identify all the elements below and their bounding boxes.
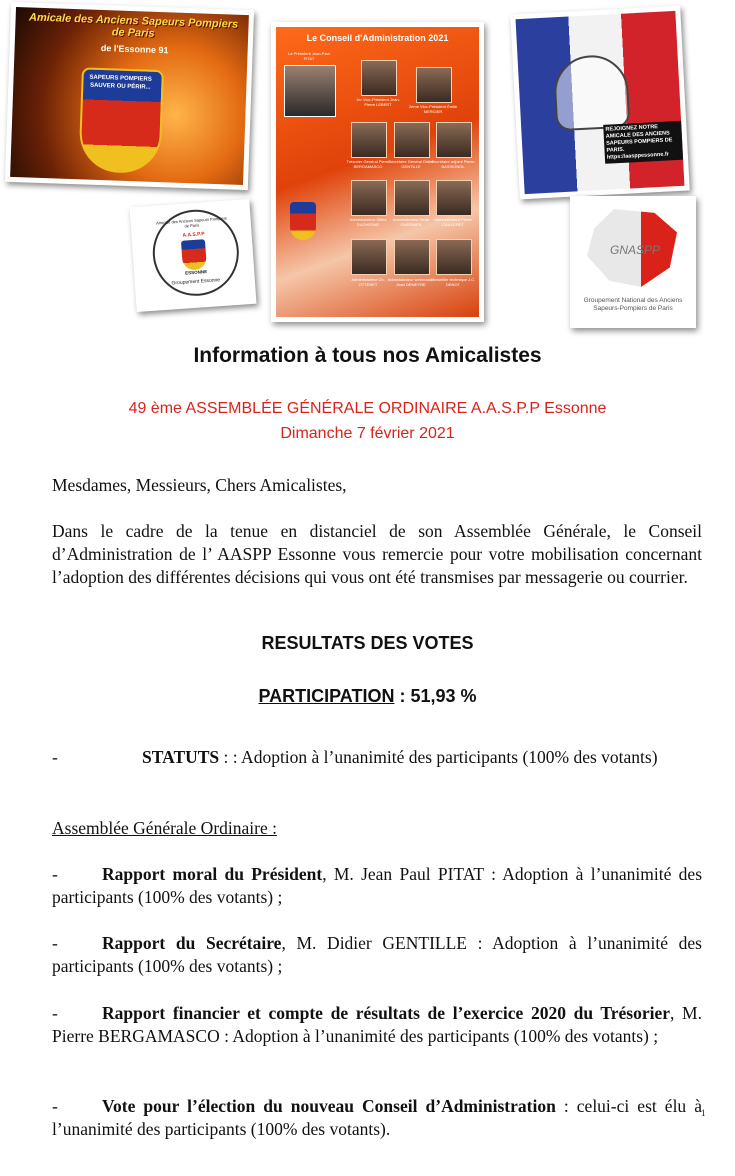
participation-label: PARTICIPATION [258, 686, 395, 706]
item-label: Vote pour l’élection du nouveau Conseil d’Administration [102, 1096, 556, 1116]
results-title: RESULTATS DES VOTES [261, 633, 474, 653]
portrait [394, 239, 430, 275]
assembly-date: Dimanche 7 février 2021 [280, 425, 455, 442]
shield-badge [290, 202, 316, 240]
ago-title: Assemblée Générale Ordinaire : [52, 818, 277, 838]
greeting: Mesdames, Messieurs, Chers Amicalistes, [52, 475, 347, 495]
round-logo-photo [129, 199, 256, 312]
portrait [436, 122, 472, 158]
portrait-caption: Administrateur Ch. OTTENET [351, 277, 385, 287]
list-item [52, 1002, 702, 1048]
assembly-title: 49 ème ASSEMBLÉE GÉNÉRALE ORDINAIRE A.A.S.P.P Essonne [128, 400, 607, 417]
badge-motto: SAPEURS POMPIERS SAUVER OU PÉRIR... [89, 74, 152, 91]
list-dash: - [52, 864, 58, 884]
portrait-caption: Trésorier Général Pierre BERGAMASCO [346, 159, 390, 169]
page-number: 1 [701, 1108, 706, 1118]
banner-title: Amicale des Anciens Sapeurs Pompiers de Paris [28, 11, 239, 40]
statuts-label: STATUTS [142, 747, 220, 767]
item-text: , M. Jean Paul PITAT : Adoption à l’unanimité des participants (100% des votants) ; [52, 864, 703, 907]
logo-essonne-text: ESSONNE [185, 269, 208, 276]
statuts-text: : : Adoption à l’unanimité des participants (100% des votants) [219, 747, 658, 767]
list-item [52, 863, 702, 909]
shield-badge [181, 239, 207, 271]
portrait-caption: Secrétaire Général Didier GENTILLE [388, 159, 434, 169]
portrait [351, 122, 387, 158]
item-text: , M. Didier GENTILLE : Adoption à l’unanimité des participants (100% des votants) ; [52, 933, 702, 976]
portrait-caption: 2ème Vice-Président Émile MERCIER [408, 104, 458, 114]
portrait-caption: Conseiller technique J.C. DENOT [430, 277, 476, 287]
portrait-caption: 1er Vice-Président Jean-Pierre LEBERT [356, 97, 400, 107]
board-title: Le Conseil d'Administration 2021 [306, 33, 449, 43]
item-label: Rapport financier et compte de résultats de l’exercice 2020 du Trésorier [102, 1003, 671, 1023]
president-caption: Le Président Jean-Paul PITAT [288, 51, 330, 61]
portrait [436, 180, 472, 216]
portrait-caption: Administrateur Henri GUERNIER [392, 217, 430, 227]
portrait [416, 67, 452, 103]
helmet-drawing [553, 54, 631, 132]
list-item [52, 1095, 702, 1141]
page-heading: Information à tous nos Amicalistes [193, 344, 542, 367]
participation-value: : 51,93 % [394, 686, 477, 706]
item-label: Rapport du Secrétaire [102, 933, 282, 953]
president-portrait [284, 65, 336, 117]
portrait-caption: Administrateur Gilles DUCHESNE [349, 217, 387, 227]
photo-flag-helmet [510, 6, 689, 200]
item-text: : celui-ci est élu à l’unanimité des participants (100% des votants). [52, 1096, 703, 1139]
photo-board-members [271, 22, 484, 322]
statuts-line [52, 746, 702, 769]
portrait [436, 239, 472, 275]
list-dash: - [52, 933, 58, 953]
list-dash: - [52, 747, 58, 767]
portrait-caption: Secrétaire adjoint Pierre BASSIGNOL [431, 159, 475, 169]
logo-center-text: A.A.S.P.P [182, 231, 205, 239]
logo-bottom-text: Groupement Essonne [171, 277, 221, 287]
item-text: , M. Pierre BERGAMASCO : Adoption à l’unanimité des participants (100% des votants) ; [52, 1003, 702, 1046]
photo-firefighters-banner [5, 2, 254, 190]
portrait-caption: Administrateur Pierre CAILLERET [434, 217, 472, 227]
list-dash: - [52, 1096, 58, 1116]
portrait [394, 122, 430, 158]
portrait [351, 239, 387, 275]
participation [0, 686, 735, 707]
logo-ring-text: Amicale des Anciens Sapeurs Pompiers de Paris [155, 215, 228, 229]
item-label: Rapport moral du Président [102, 864, 323, 884]
banner-subtitle: de l'Essonne 91 [100, 42, 169, 56]
intro-paragraph: Dans le cadre de la tenue en distanciel de son Assemblée Générale, le Conseil d’Administration de l’ AASPP Essonne vous remercie pour votre mobilisation concernant l’adoption des différentes décisions qui vous ont été transmises par messagerie ou courrier. [52, 521, 702, 587]
portrait-caption: Administrateur webmaster Jean DEMEYRE [387, 277, 435, 287]
join-text: REJOIGNEZ NOTRE AMICALE DES ANCIENS SAPEURS POMPIERS DE PARIS. https://aasppessonne.fr [603, 121, 684, 164]
list-item [52, 932, 702, 978]
gnaspp-logo-photo [570, 196, 696, 328]
list-dash: - [52, 1003, 58, 1023]
portrait [351, 180, 387, 216]
portrait [394, 180, 430, 216]
portrait [361, 60, 397, 96]
gnaspp-caption: Groupement National des Anciens Sapeurs-Pompiers de Paris [583, 297, 683, 312]
gnaspp-logo-text: GNASPP [609, 243, 660, 257]
